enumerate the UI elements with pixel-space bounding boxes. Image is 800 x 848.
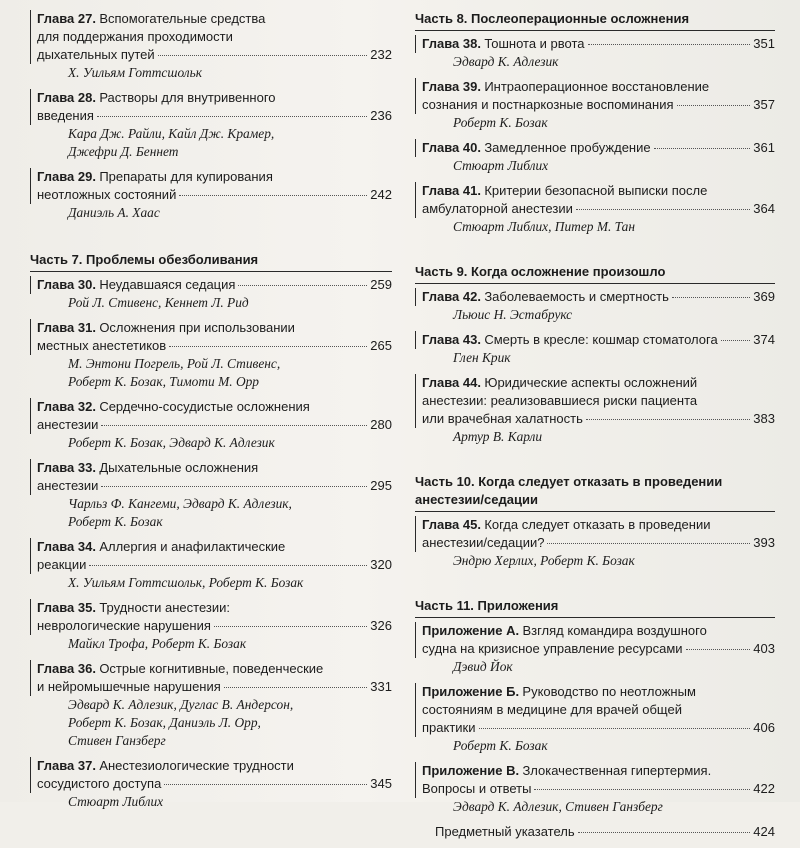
toc-entry-ch32: [30, 398, 392, 452]
page-number: 393: [753, 535, 775, 550]
chapter-authors: Стюарт Либлих: [453, 158, 549, 173]
page-number: 361: [753, 140, 775, 155]
chapter-authors: Стивен Ганзберг: [68, 733, 166, 748]
chapter-authors: Артур В. Карли: [453, 429, 543, 444]
chapter-authors: Роберт К. Бозак: [453, 115, 548, 130]
chapter-title: Критерии безопасной выписки после: [484, 183, 708, 198]
chapter-title: Тошнота и рвота: [484, 36, 585, 51]
toc-entry-ch36: [30, 660, 392, 750]
page-number: 357: [753, 97, 775, 112]
chapter-number: Глава 32.: [37, 399, 96, 414]
chapter-title: Интраоперационное восстановление: [484, 79, 710, 94]
page-number: 424: [753, 824, 775, 839]
toc-entry-ch40: [415, 139, 775, 175]
chapter-authors: Льюис Н. Эстабрукс: [453, 307, 573, 322]
toc-entry-ch44: [415, 374, 775, 446]
toc-entry-ch37: [30, 757, 392, 811]
appendix-authors: Роберт К. Бозак: [453, 738, 548, 753]
chapter-title: Растворы для внутривенного: [99, 90, 276, 105]
chapter-authors: Роберт К. Бозак, Тимоти М. Орр: [68, 374, 259, 389]
chapter-title: Осложнения при использовании: [99, 320, 295, 335]
toc-entry-appendix-b: [415, 683, 775, 755]
page-number: 364: [753, 201, 775, 216]
toc-entry-ch31: [30, 319, 392, 391]
chapter-title: Юридические аспекты осложнений: [484, 375, 698, 390]
chapter-title: Аллергия и анафилактические: [99, 539, 286, 554]
toc-entry-ch43: [415, 331, 775, 367]
appendix-authors: Дэвид Йок: [453, 659, 513, 674]
chapter-title-cont: анестезии: [37, 478, 99, 493]
toc-entry-appendix-v: [415, 762, 775, 816]
chapter-title: Смерть в кресле: кошмар стоматолога: [484, 332, 718, 347]
chapter-authors: Стюарт Либлих: [68, 794, 164, 809]
chapter-number: Глава 34.: [37, 539, 96, 554]
chapter-title: Когда следует отказать в проведении: [484, 517, 711, 532]
page-number: 374: [753, 332, 775, 347]
right-column: [415, 10, 775, 848]
appendix-title-cont: судна на кризисное управление ресурсами: [422, 641, 683, 656]
page-number: 351: [753, 36, 775, 51]
chapter-number: Глава 43.: [422, 332, 481, 347]
chapter-authors: Чарльз Ф. Кангеми, Эдвард К. Адлезик,: [68, 496, 292, 511]
chapter-title: Неудавшаяся седация: [99, 277, 236, 292]
chapter-title-cont: дыхательных путей: [37, 47, 155, 62]
chapter-title: Дыхательные осложнения: [99, 460, 259, 475]
chapter-authors: Х. Уильям Готтсшольк: [68, 65, 202, 80]
chapter-title-cont: анестезии: [37, 417, 99, 432]
toc-entry-appendix-a: [415, 622, 775, 676]
chapter-number: Глава 30.: [37, 277, 96, 292]
chapter-title: Сердечно-сосудистые осложнения: [99, 399, 310, 414]
chapter-title: Трудности анестезии:: [99, 600, 230, 615]
chapter-number: Глава 31.: [37, 320, 96, 335]
chapter-authors: Эндрю Херлих, Роберт К. Бозак: [453, 553, 635, 568]
chapter-title-cont: неврологические нарушения: [37, 618, 211, 633]
part-heading: [415, 473, 775, 512]
chapter-title-cont: и нейромышечные нарушения: [37, 679, 221, 694]
toc-entry-ch38: [415, 35, 775, 71]
chapter-title-cont: амбулаторной анестезии: [422, 201, 573, 216]
chapter-authors: Джефри Д. Беннет: [68, 144, 179, 159]
chapter-title-cont: сосудистого доступа: [37, 776, 162, 791]
chapter-title-cont: анестезии: реализовавшиеся риски пациента: [422, 393, 698, 408]
page-number: 259: [370, 277, 392, 292]
page-number: 265: [370, 338, 392, 353]
page-number: 295: [370, 478, 392, 493]
chapter-number: Глава 39.: [422, 79, 481, 94]
page-number: 326: [370, 618, 392, 633]
part-heading-line: анестезии/седации: [415, 492, 538, 507]
chapter-authors: Эдвард К. Адлезик, Дуглас В. Андерсон,: [68, 697, 294, 712]
chapter-number: Глава 40.: [422, 140, 481, 155]
chapter-authors: Даниэль А. Хаас: [68, 205, 160, 220]
chapter-number: Глава 44.: [422, 375, 481, 390]
part-heading: Часть 11. Приложения: [415, 597, 775, 618]
appendix-number: Приложение В.: [422, 763, 520, 778]
page-number: 422: [753, 781, 775, 796]
chapter-authors: Роберт К. Бозак, Эдвард К. Адлезик: [68, 435, 275, 450]
chapter-title-cont: анестезии/седации?: [422, 535, 545, 550]
chapter-title: Анестезиологические трудности: [99, 758, 294, 773]
chapter-number: Глава 33.: [37, 460, 96, 475]
page-number: 403: [753, 641, 775, 656]
toc-entry-ch30: [30, 276, 392, 312]
page-number: 242: [370, 187, 392, 202]
chapter-title: Препараты для купирования: [99, 169, 273, 184]
chapter-title-cont: местных анестетиков: [37, 338, 167, 353]
toc-entry-ch42: [415, 288, 775, 324]
chapter-authors: Кара Дж. Райли, Кайл Дж. Крамер,: [68, 126, 275, 141]
chapter-authors: Глен Крик: [453, 350, 511, 365]
chapter-number: Глава 41.: [422, 183, 481, 198]
toc-entry-ch45: [415, 516, 775, 570]
appendix-title-cont: состояниям в медицине для врачей общей: [422, 702, 682, 717]
page-number: 320: [370, 557, 392, 572]
appendix-number: Приложение Б.: [422, 684, 520, 699]
chapter-number: Глава 27.: [37, 11, 96, 26]
chapter-title-cont: или врачебная халатность: [422, 411, 583, 426]
appendix-title: Злокачественная гипертермия.: [522, 763, 712, 778]
chapter-authors: Х. Уильям Готтсшольк, Роберт К. Бозак: [68, 575, 304, 590]
toc-entry-ch27: [30, 10, 392, 82]
chapter-number: Глава 35.: [37, 600, 96, 615]
page-number: 406: [753, 720, 775, 735]
toc-entry-index: [415, 823, 775, 841]
page-number: 280: [370, 417, 392, 432]
toc-entry-ch28: [30, 89, 392, 161]
appendix-title: Взгляд командира воздушного: [522, 623, 707, 638]
appendix-number: Приложение А.: [422, 623, 520, 638]
chapter-title-cont: введения: [37, 108, 94, 123]
appendix-title-cont: Вопросы и ответы: [422, 781, 532, 796]
chapter-title: Вспомогательные средства: [99, 11, 266, 26]
chapter-title: Замедленное пробуждение: [484, 140, 651, 155]
page-number: 331: [370, 679, 392, 694]
index-title: Предметный указатель: [435, 824, 575, 839]
chapter-authors: Майкл Трофа, Роберт К. Бозак: [68, 636, 247, 651]
left-column: [30, 10, 392, 818]
page-number: 232: [370, 47, 392, 62]
chapter-title-cont: реакции: [37, 557, 87, 572]
chapter-number: Глава 29.: [37, 169, 96, 184]
toc-entry-ch35: [30, 599, 392, 653]
chapter-title: Заболеваемость и смертность: [484, 289, 669, 304]
chapter-authors: Эдвард К. Адлезик: [453, 54, 559, 69]
page-number: 236: [370, 108, 392, 123]
part-heading: Часть 8. Послеоперационные осложнения: [415, 10, 775, 31]
page-number: 345: [370, 776, 392, 791]
chapter-number: Глава 28.: [37, 90, 96, 105]
chapter-authors: Стюарт Либлих, Питер М. Тан: [453, 219, 635, 234]
appendix-authors: Эдвард К. Адлезик, Стивен Ганзберг: [453, 799, 663, 814]
chapter-authors: Роберт К. Бозак: [68, 514, 163, 529]
part-heading-line: Часть 10. Когда следует отказать в проведении: [415, 474, 723, 489]
chapter-number: Глава 42.: [422, 289, 481, 304]
chapter-title-cont: для поддержания проходимости: [37, 29, 233, 44]
chapter-authors: Роберт К. Бозак, Даниэль Л. Орр,: [68, 715, 261, 730]
toc-entry-ch39: [415, 78, 775, 132]
part-heading: Часть 7. Проблемы обезболивания: [30, 251, 392, 272]
appendix-title-cont: практики: [422, 720, 476, 735]
toc-entry-ch41: [415, 182, 775, 236]
toc-entry-ch33: [30, 459, 392, 531]
page-number: 383: [753, 411, 775, 426]
chapter-number: Глава 36.: [37, 661, 96, 676]
chapter-title-cont: сознания и постнаркозные воспоминания: [422, 97, 674, 112]
toc-entry-ch34: [30, 538, 392, 592]
chapter-title: Острые когнитивные, поведенческие: [99, 661, 324, 676]
chapter-title-cont: неотложных состояний: [37, 187, 177, 202]
chapter-number: Глава 45.: [422, 517, 481, 532]
chapter-number: Глава 38.: [422, 36, 481, 51]
appendix-title: Руководство по неотложным: [522, 684, 696, 699]
chapter-authors: Рой Л. Стивенс, Кеннет Л. Рид: [68, 295, 249, 310]
toc-entry-ch29: [30, 168, 392, 222]
page-number: 369: [753, 289, 775, 304]
chapter-authors: М. Энтони Погрель, Рой Л. Стивенс,: [68, 356, 281, 371]
part-heading: Часть 9. Когда осложнение произошло: [415, 263, 775, 284]
chapter-number: Глава 37.: [37, 758, 96, 773]
